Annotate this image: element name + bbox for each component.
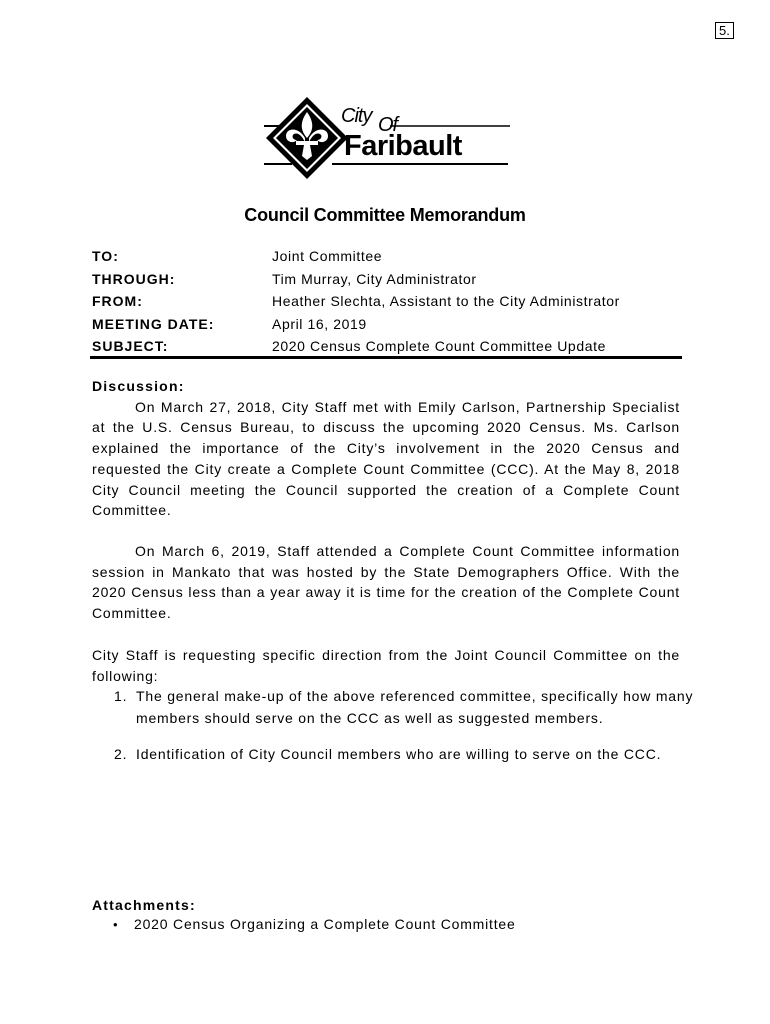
list-text: The general make-up of the above referenced committee, specifically how many members should serve on the CCC as well as suggested members.: [136, 688, 694, 726]
discussion-paragraph-2: On March 6, 2019, Staff attended a Complete Count Committee information session in Mankato that was hosted by the State Demographers Office. With the 2020 Census less than a year away it is time for the creation of the Complete Count Committee.: [92, 543, 680, 622]
header-value: Tim Murray, City Administrator: [272, 270, 477, 287]
header-value: Heather Slechta, Assistant to the City Administrator: [272, 293, 620, 310]
list-item: [114, 686, 714, 729]
header-label: THROUGH:: [92, 270, 176, 287]
logo-city-text: City: [341, 105, 372, 127]
header-row-through: [92, 268, 682, 291]
header-value: 2020 Census Complete Count Committee Update: [272, 338, 606, 355]
header-row-to: [92, 245, 682, 268]
header-row-subject: [92, 335, 682, 358]
memo-title: Council Committee Memorandum: [244, 205, 526, 225]
discussion-section: [92, 376, 680, 521]
discussion-heading: Discussion:: [92, 378, 185, 394]
header-value: April 16, 2019: [272, 315, 367, 332]
attachment-item-text: 2020 Census Organizing a Complete Count Committee: [134, 916, 516, 932]
header-label: MEETING DATE:: [92, 315, 215, 332]
discussion-paragraph-3-block: [92, 645, 680, 686]
logo-of-text: Of: [378, 114, 398, 136]
discussion-paragraph-2-block: [92, 541, 680, 624]
header-row-meeting-date: [92, 313, 682, 336]
list-number: 2.: [114, 746, 128, 762]
header-divider: [90, 356, 682, 359]
logo-faribault-text: Faribault: [344, 130, 462, 162]
discussion-paragraph-1: On March 27, 2018, City Staff met with Emily Carlson, Partnership Specialist at the U.S. Census Bureau, to discuss the upcoming 2020 Census. Ms. Carlson explained the importance of the City’s involvement in the 2020 Census and requested the City create a Complete Count Committee (CCC). At the May 8, 2018 City Council meeting the Council supported the creation of a Complete Count Committee.: [92, 398, 680, 519]
header-value: Joint Committee: [272, 248, 383, 264]
page-number: 5.: [715, 22, 734, 39]
memo-header: [92, 245, 682, 358]
city-logo: [262, 96, 512, 182]
header-label: TO:: [92, 248, 119, 264]
attachments-heading: Attachments:: [92, 897, 196, 913]
list-number: 1.: [114, 688, 128, 704]
attachments-section: [92, 895, 680, 916]
attachment-list-item: [113, 914, 516, 935]
header-row-from: [92, 290, 682, 313]
list-text: Identification of City Council members who are willing to serve on the CCC.: [136, 746, 662, 762]
list-item: [114, 744, 714, 766]
header-label: FROM:: [92, 293, 143, 310]
bullet-icon: •: [113, 917, 119, 932]
discussion-paragraph-3: City Staff is requesting specific direction from the Joint Council Committee on the following:: [92, 647, 680, 684]
header-label: SUBJECT:: [92, 338, 169, 355]
